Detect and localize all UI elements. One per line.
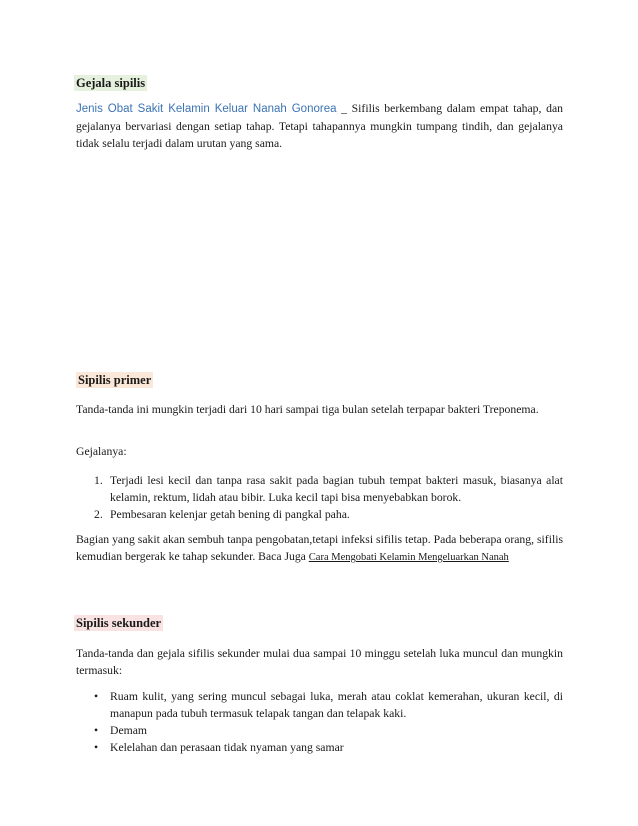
cara-mengobati-link[interactable]: Cara Mengobati Kelamin Mengeluarkan Nanah: [308, 552, 509, 563]
gejalanya-label: Gejalanya:: [76, 445, 127, 458]
bullet-marker: •: [94, 690, 99, 703]
bullet-marker: •: [94, 741, 99, 754]
primer-symptom-list: [76, 472, 563, 523]
obat-gonorea-link[interactable]: Jenis Obat Sakit Kelamin Keluar Nanah Gonorea: [76, 103, 337, 115]
list-item: [76, 472, 563, 506]
bullet-marker: •: [94, 724, 99, 737]
list-item: [76, 722, 563, 739]
intro-paragraph: [76, 100, 563, 152]
list-item: [76, 506, 563, 523]
outcome-text: Bagian yang sakit akan sembuh tanpa pengobatan,tetapi infeksi sifilis tetap. Pada beberapa orang, sifilis kemudian bergerak ke tahap sekunder. Baca Juga: [76, 533, 563, 563]
heading-sipilis-sekunder: Sipilis sekunder: [76, 616, 162, 630]
intro-text: _ Sifilis berkembang dalam empat tahap, dan gejalanya bervariasi dengan setiap tahap. Tetapi tahapannya mungkin tumpang tindih, dan gejalanya tidak selalu terjadi dalam urutan yang sama.: [76, 102, 563, 150]
list-item-text: Terjadi lesi kecil dan tanpa rasa sakit pada bagian tubuh tempat bakteri masuk, biasanya alat kelamin, rektum, lidah atau bibir. Luka kecil tapi bisa menyebabkan borok.: [110, 474, 563, 504]
list-number: 1.: [94, 474, 103, 487]
list-number: 2.: [94, 508, 103, 521]
sekunder-paragraph: Tanda-tanda dan gejala sifilis sekunder mulai dua sampai 10 minggu setelah luka muncul dan mungkin termasuk:: [76, 647, 563, 677]
list-item-text: Pembesaran kelenjar getah bening di pangkal paha.: [110, 508, 350, 521]
primer-paragraph: Tanda-tanda ini mungkin terjadi dari 10 hari sampai tiga bulan setelah terpapar bakteri Treponema.: [76, 403, 539, 416]
list-item: [76, 688, 563, 722]
heading-sipilis-primer: Sipilis primer: [78, 373, 152, 387]
heading-gejala-sipilis: Gejala sipilis: [76, 76, 146, 90]
list-item-text: Kelelahan dan perasaan tidak nyaman yang samar: [110, 741, 344, 754]
primer-outcome-paragraph: [76, 531, 563, 566]
sekunder-symptom-list: [76, 688, 563, 756]
list-item-text: Demam: [110, 724, 147, 737]
list-item-text: Ruam kulit, yang sering muncul sebagai luka, merah atau coklat kemerahan, ukuran kecil, di manapun pada tubuh termasuk telapak tangan dan telapak kaki.: [110, 690, 563, 720]
list-item: [76, 739, 563, 756]
